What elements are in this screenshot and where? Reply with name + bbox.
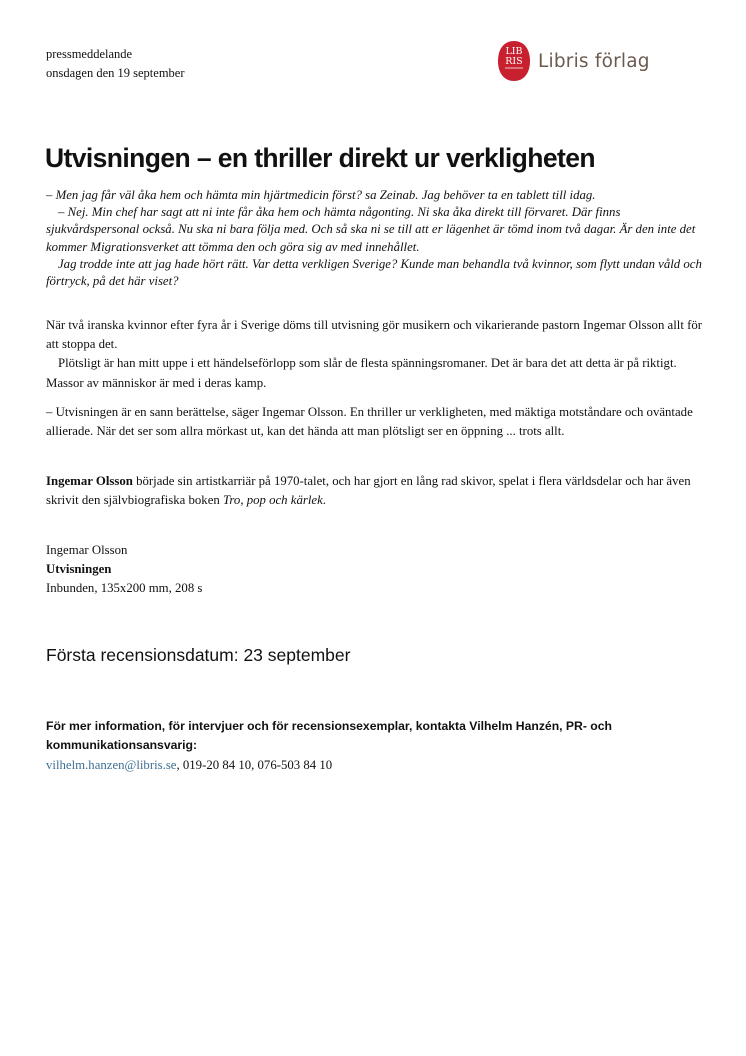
page-title: Utvisningen – en thriller direkt ur verkligheten bbox=[45, 143, 595, 173]
book-title: Utvisningen bbox=[46, 562, 112, 576]
book-title-italic: Tro, pop och kärlek bbox=[223, 493, 323, 508]
doc-type: pressmeddelande bbox=[46, 47, 133, 61]
libris-seal-icon bbox=[497, 40, 531, 82]
contact-email-link[interactable]: vilhelm.hanzen@libris.se bbox=[46, 758, 177, 772]
body-paragraph-4 bbox=[46, 472, 716, 510]
book-format: Inbunden, 135x200 mm, 208 s bbox=[46, 581, 203, 595]
svg-text:RIS: RIS bbox=[505, 56, 523, 67]
libris-logo bbox=[497, 40, 650, 82]
contact-phones: , 019-20 84 10, 076-503 84 10 bbox=[176, 758, 333, 772]
body-section-2 bbox=[46, 403, 716, 441]
bio-end: . bbox=[322, 493, 326, 508]
author-bio-text: började sin artistkarriär på 1970-talet, och har gjort en lång rad skivor, spelat i flera världsdelar och har även skrivit den självbiografiska boken bbox=[46, 474, 691, 508]
body-paragraph-2: Plötsligt är han mitt uppe i ett händelseförlopp som slår de flesta spänningsromaner. Det är bara det att detta är på riktigt. Massor av människor är med i deras kamp. bbox=[46, 356, 677, 390]
book-author: Ingemar Olsson bbox=[46, 543, 128, 557]
svg-text:LIB: LIB bbox=[505, 46, 523, 57]
body-paragraph-3: – Utvisningen är en sann berättelse, säger Ingemar Olsson. En thriller ur verkligheten, med mäktiga motståndare och oväntade allierade. När det ser som allra mörkast ut, kan det hända att man plötsligt ser en öppning ... trots allt. bbox=[46, 405, 693, 439]
body-paragraph-1: När två iranska kvinnor efter fyra år i Sverige döms till utvisning gör musikern och vikarierande pastorn Ingemar Olsson allt för att stoppa det. bbox=[46, 318, 703, 352]
contact-line bbox=[46, 756, 332, 775]
quote-line-2: – Nej. Min chef har sagt att ni inte får åka hem och hämta någonting. Ni ska åka direkt till förvaret. Där finns sjukvårdspersonal också. Nu ska ni bara följa med. Och så ska ni se till att er lägenhet är tömd inom två dagar. Är den inte det kommer Migrationsverket att tömma den och göra sig av med innehållet. bbox=[46, 205, 696, 254]
body-section-1 bbox=[46, 316, 716, 393]
author-name-bold: Ingemar Olsson bbox=[46, 474, 133, 488]
author-bio bbox=[46, 472, 716, 510]
review-date: Första recensionsdatum: 23 september bbox=[46, 645, 351, 665]
logo-text: Libris förlag bbox=[538, 50, 650, 72]
quote-line-3: Jag trodde inte att jag hade hört rätt. Var detta verkligen Sverige? Kunde man behandla två kvinnor, som flytt undan våld och förtryck, på det här viset? bbox=[46, 256, 702, 289]
intro-quote bbox=[46, 187, 716, 290]
book-info bbox=[46, 541, 202, 598]
contact-heading: För mer information, för intervjuer och för recensionsexemplar, kontakta Vilhelm Hanzén, PR- och kommunikationsansvarig: bbox=[46, 719, 612, 752]
press-date: onsdagen den 19 september bbox=[46, 66, 185, 80]
press-meta bbox=[46, 45, 185, 83]
quote-line-1: – Men jag får väl åka hem och hämta min hjärtmedicin först? sa Zeinab. Jag behöver ta en tablett till idag. bbox=[46, 188, 596, 202]
